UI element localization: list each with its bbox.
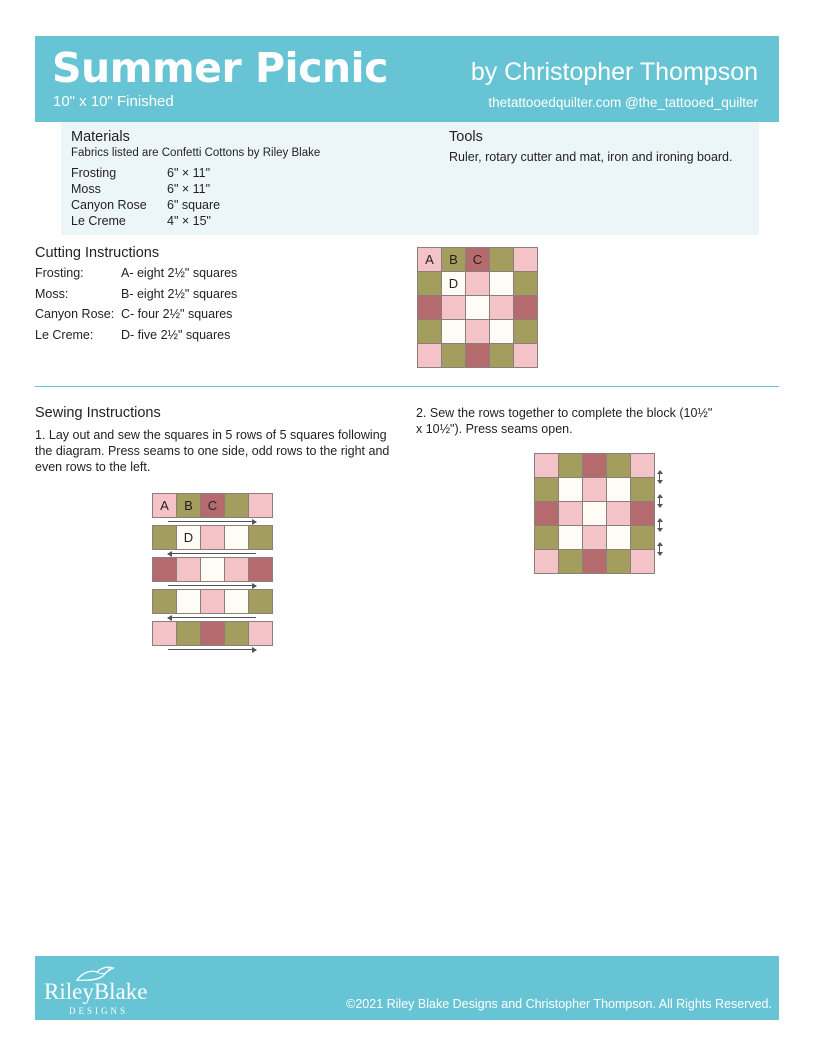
materials-heading: Materials bbox=[71, 129, 130, 145]
block-square bbox=[513, 271, 538, 296]
block-square bbox=[582, 501, 607, 526]
block-square bbox=[630, 477, 655, 502]
block-square bbox=[224, 589, 249, 614]
block-square-label: B bbox=[176, 493, 201, 518]
block-square bbox=[200, 525, 225, 550]
header-banner bbox=[35, 36, 779, 122]
block-square bbox=[513, 295, 538, 320]
block-square-label: A bbox=[152, 493, 177, 518]
block-square bbox=[465, 319, 490, 344]
riley-blake-logo-sub: DESIGNS bbox=[69, 1006, 129, 1016]
cutting-spec: D- five 2½" squares bbox=[121, 327, 231, 342]
block-square bbox=[200, 589, 225, 614]
block-square bbox=[582, 453, 607, 478]
block-square bbox=[513, 247, 538, 272]
press-right-arrow-icon bbox=[168, 585, 256, 586]
block-square bbox=[224, 621, 249, 646]
block-square bbox=[465, 343, 490, 368]
fabric-name: Moss bbox=[71, 182, 101, 196]
cutting-spec: B- eight 2½" squares bbox=[121, 286, 238, 301]
finished-size: 10" x 10" Finished bbox=[53, 93, 174, 110]
block-square bbox=[224, 525, 249, 550]
block-layout-diagram bbox=[417, 247, 538, 368]
block-square bbox=[465, 271, 490, 296]
press-left-arrow-icon bbox=[168, 617, 256, 618]
block-square bbox=[558, 549, 583, 574]
block-square bbox=[441, 319, 466, 344]
block-square bbox=[534, 549, 559, 574]
block-square bbox=[417, 295, 442, 320]
block-square bbox=[558, 477, 583, 502]
block-square bbox=[152, 557, 177, 582]
block-square bbox=[200, 557, 225, 582]
block-square bbox=[582, 525, 607, 550]
cutting-spec: A- eight 2½" squares bbox=[121, 266, 238, 280]
section-divider bbox=[35, 386, 779, 387]
cutting-fabric: Frosting: bbox=[35, 266, 84, 280]
block-square bbox=[176, 589, 201, 614]
press-open-arrow-icon bbox=[659, 519, 660, 531]
block-square bbox=[582, 549, 607, 574]
cutting-heading: Cutting Instructions bbox=[35, 245, 160, 261]
block-square bbox=[489, 295, 514, 320]
block-square bbox=[558, 453, 583, 478]
block-square bbox=[417, 271, 442, 296]
fabric-row bbox=[71, 165, 220, 181]
block-square-label: B bbox=[441, 247, 466, 272]
designer-links[interactable]: thetattooedquilter.com @the_tattooed_quilter bbox=[488, 95, 758, 110]
footer-banner bbox=[35, 956, 779, 1020]
sewing-step-2: 2. Sew the rows together to complete the block (10½" x 10½"). Press seams open. bbox=[416, 406, 713, 436]
press-right-arrow-icon bbox=[168, 649, 256, 650]
cutting-list bbox=[35, 263, 237, 345]
cutting-fabric: Canyon Rose: bbox=[35, 307, 115, 321]
block-square bbox=[606, 501, 631, 526]
block-square bbox=[489, 319, 514, 344]
block-square bbox=[489, 271, 514, 296]
press-open-arrow-icon bbox=[659, 543, 660, 555]
block-square bbox=[606, 477, 631, 502]
block-square bbox=[248, 525, 273, 550]
block-square-label: C bbox=[200, 493, 225, 518]
block-square bbox=[152, 525, 177, 550]
cutting-spec: C- four 2½" squares bbox=[121, 307, 233, 321]
block-square bbox=[176, 621, 201, 646]
press-open-arrow-icon bbox=[659, 495, 660, 507]
fabric-name: Canyon Rose bbox=[71, 198, 147, 212]
row-sewing-diagram bbox=[152, 493, 273, 653]
block-square bbox=[582, 477, 607, 502]
block-square bbox=[248, 557, 273, 582]
fabric-list bbox=[71, 165, 220, 229]
block-square bbox=[534, 525, 559, 550]
fabric-size: 4" × 15" bbox=[167, 214, 211, 228]
block-square bbox=[630, 501, 655, 526]
block-square bbox=[606, 453, 631, 478]
block-square-label: A bbox=[417, 247, 442, 272]
block-square bbox=[200, 621, 225, 646]
block-square bbox=[558, 501, 583, 526]
block-square bbox=[489, 247, 514, 272]
block-square bbox=[176, 557, 201, 582]
fabric-size: 6" square bbox=[167, 198, 221, 212]
block-square-label: D bbox=[441, 271, 466, 296]
cutting-fabric: Le Creme: bbox=[35, 327, 94, 342]
cutting-row bbox=[35, 263, 237, 284]
tools-heading: Tools bbox=[449, 129, 483, 145]
block-square bbox=[417, 343, 442, 368]
press-right-arrow-icon bbox=[168, 521, 256, 522]
block-square bbox=[248, 493, 273, 518]
block-square bbox=[534, 477, 559, 502]
riley-blake-logo: RileyBlake bbox=[44, 979, 148, 1004]
block-square bbox=[513, 343, 538, 368]
block-square bbox=[606, 525, 631, 550]
block-square bbox=[224, 557, 249, 582]
press-open-arrow-icon bbox=[659, 471, 660, 483]
block-square bbox=[513, 319, 538, 344]
fabric-row bbox=[71, 181, 220, 197]
block-square bbox=[465, 295, 490, 320]
block-square bbox=[224, 493, 249, 518]
block-square bbox=[441, 295, 466, 320]
cutting-row bbox=[35, 325, 237, 346]
tools-text: Ruler, rotary cutter and mat, iron and ironing board. bbox=[449, 150, 733, 164]
block-square bbox=[417, 319, 442, 344]
materials-panel bbox=[61, 122, 759, 235]
block-square bbox=[152, 589, 177, 614]
block-square bbox=[152, 621, 177, 646]
fabric-name: Frosting bbox=[71, 166, 117, 180]
block-square bbox=[534, 453, 559, 478]
block-square bbox=[248, 589, 273, 614]
fabric-row bbox=[71, 213, 220, 229]
block-square bbox=[534, 501, 559, 526]
materials-note: Fabrics listed are Confetti Cottons by Riley Blake bbox=[71, 147, 321, 159]
block-square bbox=[489, 343, 514, 368]
block-square-label: D bbox=[176, 525, 201, 550]
block-square bbox=[630, 549, 655, 574]
block-square bbox=[441, 343, 466, 368]
fabric-size: 6" × 11" bbox=[167, 182, 211, 196]
pattern-title: Summer Picnic bbox=[52, 44, 388, 92]
fabric-size: 6" × 11" bbox=[167, 166, 211, 180]
block-square bbox=[558, 525, 583, 550]
fabric-row bbox=[71, 197, 220, 213]
cutting-row bbox=[35, 304, 237, 325]
block-square bbox=[248, 621, 273, 646]
sewing-heading: Sewing Instructions bbox=[35, 405, 161, 421]
block-square bbox=[606, 549, 631, 574]
copyright-text: ©2021 Riley Blake Designs and Christopher Thompson. All Rights Reserved. bbox=[346, 997, 772, 1011]
fabric-name: Le Creme bbox=[71, 214, 126, 228]
block-square-label: C bbox=[465, 247, 490, 272]
designer-byline: by Christopher Thompson bbox=[470, 58, 758, 86]
sewing-step-1: 1. Lay out and sew the squares in 5 rows of 5 squares following the diagram. Press seams to one side, odd rows to the right and even rows to the left. bbox=[35, 428, 390, 474]
press-left-arrow-icon bbox=[168, 553, 256, 554]
completed-block-diagram bbox=[534, 453, 674, 574]
cutting-fabric: Moss: bbox=[35, 286, 69, 301]
block-square bbox=[630, 525, 655, 550]
block-square bbox=[630, 453, 655, 478]
cutting-row bbox=[35, 284, 237, 305]
